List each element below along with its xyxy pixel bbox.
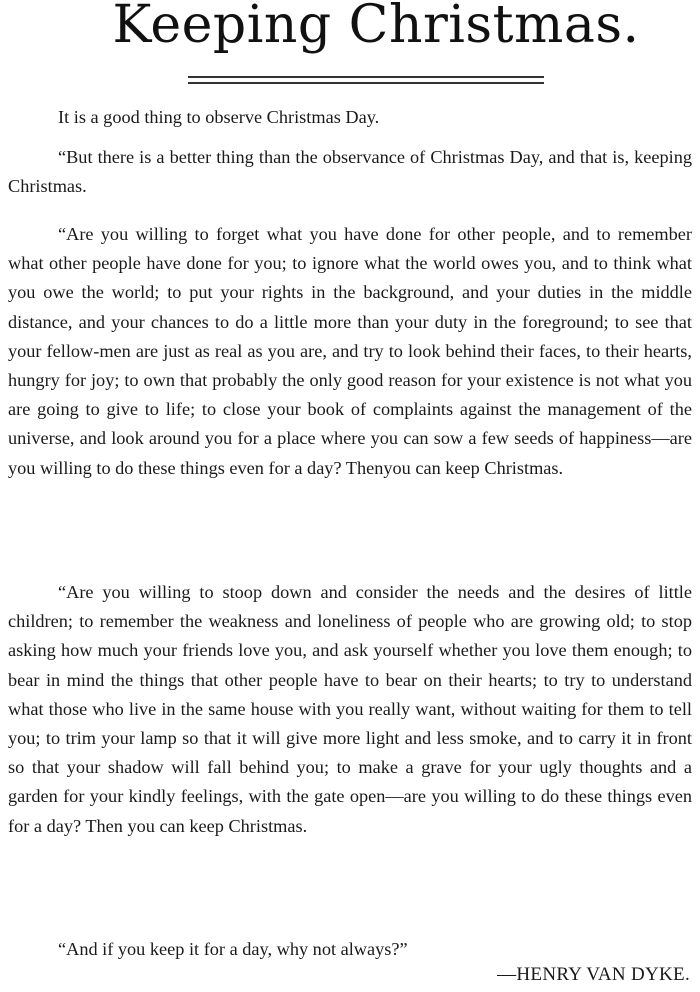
paragraph-willing-to-stoop: “Are you willing to stoop down and consider the needs and the desires of little children; to remember the weakness and loneliness of people who are growing old; to stop asking how much your friends love you, and ask yourself whether you love them enough; to bear in mind the things that other people have to bear on their hearts; to try to understand what those who live in the same house with you really want, without waiting for them to tell you; to trim your lamp so that it will give more light and less smoke, and to carry it in front so that your shadow will fall behind you; to make a grave for your ugly thoughts and a garden for your kindly feelings, with the gate open—are you willing to do these things even for a day? Then you can keep Christmas. xyxy=(8,582,692,836)
paragraph-why-not-always: “And if you keep it for a day, why not always?” xyxy=(58,939,408,959)
page-title: Keeping Christmas. xyxy=(112,0,640,55)
author-signature: —HENRY VAN DYKE. xyxy=(497,964,690,985)
title-rule-top xyxy=(188,76,544,78)
title-rule-bottom xyxy=(188,82,544,84)
paragraph-better-thing: “But there is a better thing than the observance of Christmas Day, and that is, keeping Christmas. xyxy=(8,147,692,197)
paragraph-willing-to-forget: “Are you willing to forget what you have done for other people, and to remember what other people have done for you; to ignore what the world owes you, and to think what you owe the world; to put your rights in the background, and your duties in the middle distance, and your chances to do a little more than your duty in the foreground; to see that your fellow-men are just as real as you are, and try to look behind their faces, to their hearts, hungry for joy; to own that probably the only good reason for your existence is not what you are going to give to life; to close your book of complaints against the management of the universe, and look around you for a place where you can sow a few seeds of happiness—are you willing to do these things even for a day? Thenyou can keep Christmas. xyxy=(8,224,692,478)
paragraph-observe: It is a good thing to observe Christmas Day. xyxy=(58,107,380,127)
